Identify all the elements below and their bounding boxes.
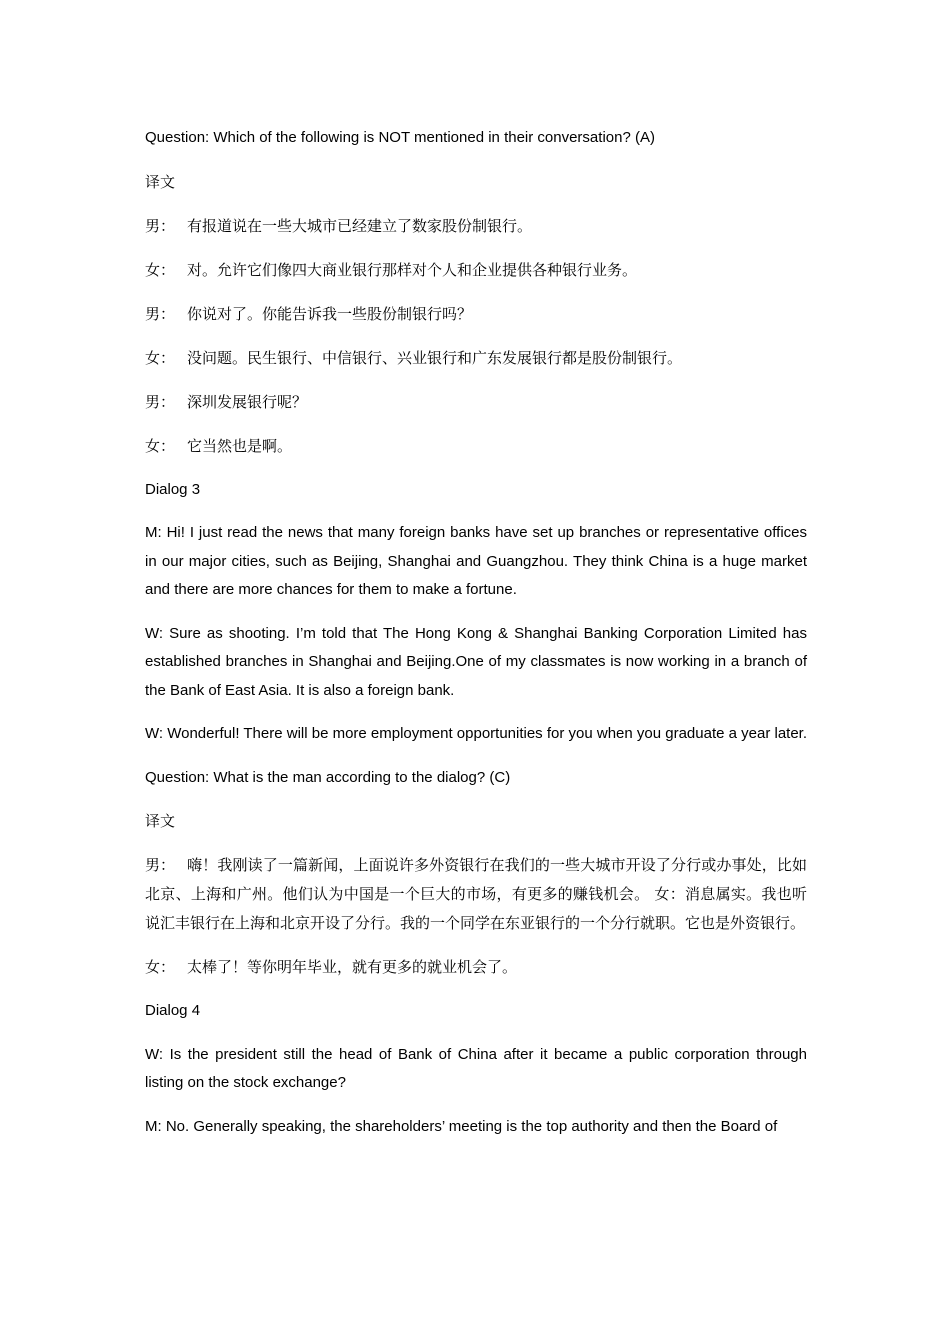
- speaker-label: 女：: [145, 260, 176, 279]
- document-page: [145, 124, 807, 1156]
- dialog-line-text: 它当然也是啊。: [187, 436, 293, 455]
- dialog-4-heading: Dialog 4: [145, 1002, 201, 1019]
- dialog-line-text: 嗨！我刚读了一篇新闻，上面说许多外资银行在我们的一些大城市开设了分行或办事处，比如北京、上海和广州。他们认为中国是一个巨大的市场，有更多的赚钱机会。 女：消息属实。我也听说汇丰银行在上海和北京开设了分行。我的一个同学在东亚银行的一个分行就职。它也是外资银行。: [145, 856, 807, 932]
- speaker-label: 男：: [145, 216, 176, 235]
- dialog-2-line: [145, 212, 807, 241]
- question-dialog-3: Question: What is the man according to the dialog? (C): [145, 768, 511, 786]
- dialog-line-text: 有报道说在一些大城市已经建立了数家股份制银行。: [187, 216, 533, 235]
- dialog-2-line: [145, 388, 807, 417]
- dialog-line-text: 对。允许它们像四大商业银行那样对个人和企业提供各种银行业务。: [187, 260, 638, 279]
- dialog-2-line: [145, 300, 807, 329]
- dialog-3-woman-line-2: W: Wonderful! There will be more employment opportunities for you when you graduate a year later.: [145, 725, 808, 742]
- dialog-3-heading: Dialog 3: [145, 480, 201, 498]
- speaker-label: 女：: [145, 436, 176, 455]
- question-dialog-2: Question: Which of the following is NOT mentioned in their conversation? (A): [145, 129, 655, 146]
- dialog-2-line: [145, 256, 807, 285]
- dialog-4-woman-line: W: Is the president still the head of Bank of China after it became a public corporation through listing on the stock exchange?: [145, 1045, 807, 1091]
- translation-heading: 译文: [145, 172, 176, 191]
- dialog-3-man-line: M: Hi! I just read the news that many foreign banks have set up branches or representative offices in our major cities, such as Beijing, Shanghai and Guangzhou. They think China is a huge market and there are more chances for them to make a fortune.: [145, 524, 807, 598]
- speaker-label: 男：: [145, 392, 176, 411]
- dialog-2-line: [145, 344, 807, 373]
- dialog-3-translation-line: [145, 953, 807, 982]
- speaker-label: 女：: [145, 958, 176, 976]
- speaker-label: 男：: [145, 856, 176, 874]
- dialog-3-woman-line: W: Sure as shooting. I’m told that The Hong Kong & Shanghai Banking Corporation Limited has established branches in Shanghai and Beijing.One of my classmates is now working in a branch of the Bank of East Asia. It is also a foreign bank.: [145, 624, 807, 699]
- dialog-3-translation-line: [145, 851, 807, 938]
- translation-heading: 译文: [145, 812, 176, 830]
- dialog-2-line: [145, 432, 807, 461]
- dialog-line-text: 你说对了。你能告诉我一些股份制银行吗？: [187, 304, 473, 323]
- speaker-label: 男：: [145, 304, 176, 323]
- dialog-4-man-line: M: No. Generally speaking, the shareholders’ meeting is the top authority and then the Board of: [145, 1117, 778, 1135]
- speaker-label: 女：: [145, 348, 176, 367]
- dialog-line-text: 深圳发展银行呢？: [187, 392, 308, 411]
- dialog-line-text: 太棒了！等你明年毕业，就有更多的就业机会了。: [187, 958, 518, 976]
- dialog-line-text: 没问题。民生银行、中信银行、兴业银行和广东发展银行都是股份制银行。: [187, 348, 683, 367]
